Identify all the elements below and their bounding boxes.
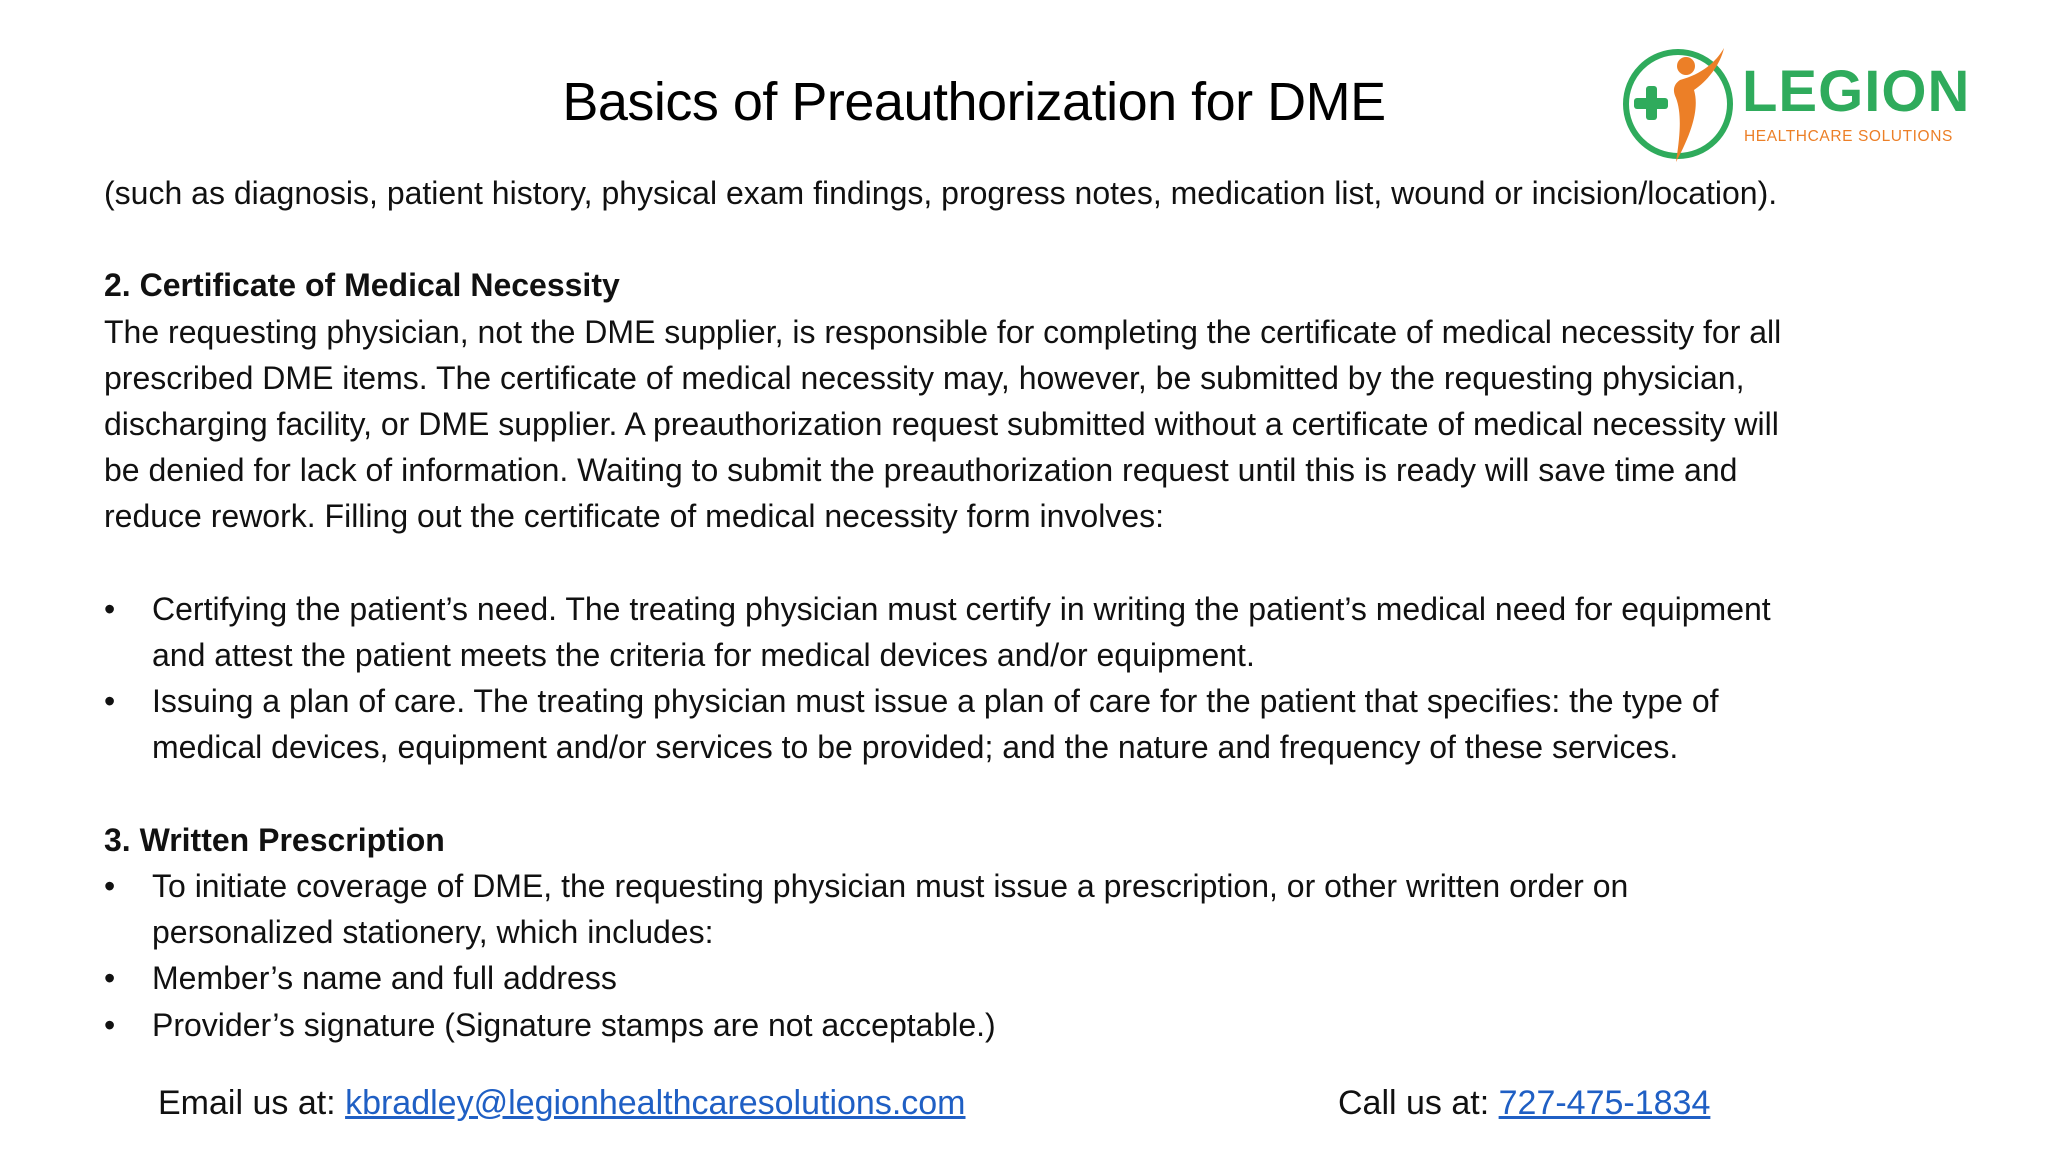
list-item <box>104 678 1984 770</box>
paragraph-line: discharging facility, or DME supplier. A preauthorization request submitted without a certificate of medical necessity will <box>104 406 1779 442</box>
list-item-line: • Provider’s signature (Signature stamps are not acceptable.) <box>152 1006 996 1043</box>
footer-phone <box>1338 1080 1710 1126</box>
logo-wordmark: LEGION <box>1742 59 1971 124</box>
email-label: Email us at: <box>158 1084 346 1122</box>
plus-figure-icon <box>1620 40 1740 170</box>
email-link[interactable]: kbradley@legionhealthcaresolutions.com <box>345 1084 966 1122</box>
list-item-line: medical devices, equipment and/or services to be provided; and the nature and frequency of these services. <box>152 729 1679 766</box>
paragraph-line: prescribed DME items. The certificate of medical necessity may, however, be submitted by the requesting physician, <box>104 359 1745 396</box>
logo-tagline: HEALTHCARE SOLUTIONS <box>1744 128 1953 145</box>
list-item-line: personalized stationery, which includes: <box>152 914 714 951</box>
list-item <box>104 955 1984 1001</box>
prescription-bullet-list <box>104 863 1984 1048</box>
footer-email <box>158 1080 966 1126</box>
list-item <box>104 863 1984 955</box>
section-heading-prescription: 3. Written Prescription <box>104 821 445 858</box>
spacer <box>104 216 1984 262</box>
certificate-bullet-list <box>104 586 1984 771</box>
section-heading-certificate: 2. Certificate of Medical Necessity <box>104 267 620 304</box>
intro-text: (such as diagnosis, patient history, physical exam findings, progress notes, medication list, wound or incision/location). <box>104 175 1778 211</box>
list-item <box>104 586 1984 678</box>
legion-logo <box>1620 40 1980 170</box>
list-item-line: • To initiate coverage of DME, the requesting physician must issue a prescription, or other written order on <box>152 868 1629 904</box>
slide-body <box>104 170 1984 1048</box>
paragraph-line: reduce rework. Filling out the certificate of medical necessity form involves: <box>104 498 1164 535</box>
spacer <box>104 771 1984 817</box>
list-item-line: • Member’s name and full address <box>152 960 617 997</box>
list-item-line: • Certifying the patient’s need. The treating physician must certify in writing the patient’s medical need for equipment <box>152 590 1771 627</box>
phone-link[interactable]: 727-475-1834 <box>1498 1084 1711 1122</box>
spacer <box>104 540 1984 586</box>
page-title: Basics of Preauthorization for DME <box>562 72 1386 132</box>
list-item-line: • Issuing a plan of care. The treating physician must issue a plan of care for the patient that specifies: the type of <box>152 683 1719 720</box>
paragraph-line: The requesting physician, not the DME supplier, is responsible for completing the certificate of medical necessity for all <box>104 313 1782 350</box>
paragraph-line: be denied for lack of information. Waiting to submit the preauthorization request until this is ready will save time and <box>104 452 1738 489</box>
list-item <box>104 1002 1984 1048</box>
phone-label: Call us at: <box>1338 1084 1499 1122</box>
list-item-line: and attest the patient meets the criteria for medical devices and/or equipment. <box>152 637 1255 673</box>
